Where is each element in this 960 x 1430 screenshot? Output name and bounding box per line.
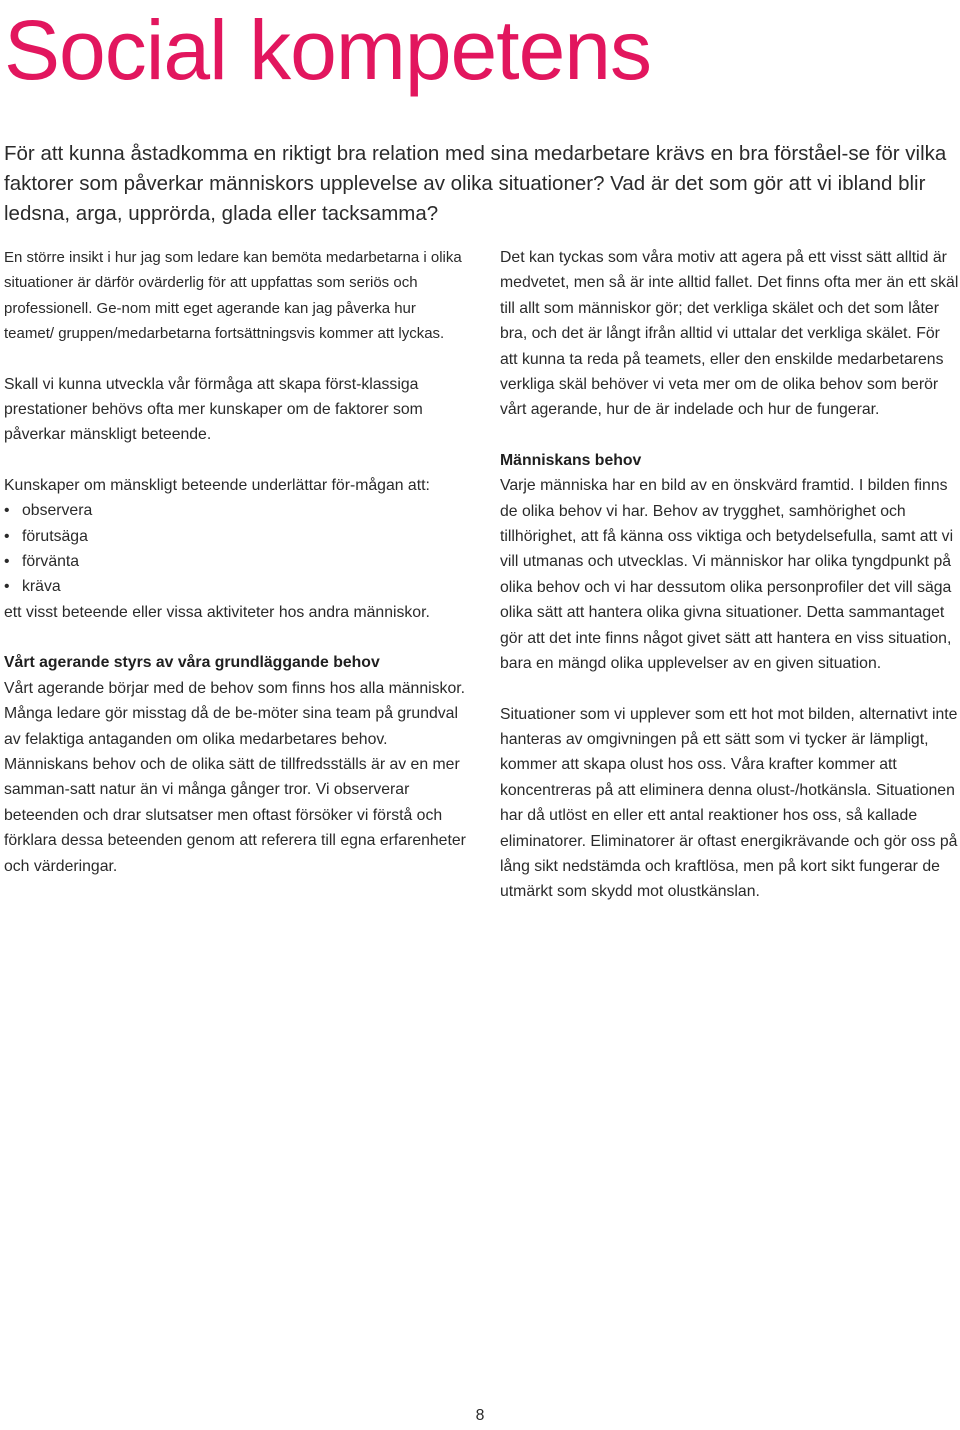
list-item	[4, 549, 466, 574]
bullet-icon: •	[4, 527, 10, 545]
lead-paragraph: För att kunna åstadkomma en riktigt bra relation med sina medarbetare krävs en bra förståel-se för vilka faktorer som påverkar människors upplevelse av olika situationer? Vad är det som gör att vi ibland blir ledsna, arga, upprörda, glada eller tacksamma?	[4, 142, 947, 225]
bullet-icon: •	[4, 502, 10, 520]
list-item-label: förvänta	[22, 553, 80, 571]
list-item	[4, 524, 466, 549]
left-column	[4, 245, 466, 879]
ability-list	[4, 498, 466, 600]
left-paragraph-3-intro: Kunskaper om mänskligt beteende underlättar för-mågan att:	[4, 476, 430, 494]
section-heading-manniskans-behov: Människans behov	[500, 451, 642, 469]
list-item	[4, 498, 466, 523]
list-item-label: kräva	[22, 578, 61, 596]
right-column	[500, 245, 960, 905]
bullet-icon: •	[4, 553, 10, 571]
list-item	[4, 574, 466, 599]
left-paragraph-1: En större insikt i hur jag som ledare kan bemöta medarbetarna i olika situationer är därför ovärderlig för att uppfattas som seriös och professionell. Ge-nom mitt eget agerande kan jag påverka hur teamet/ gruppen/medarbetarna fortsättningsvis kommer att lyckas.	[4, 249, 462, 343]
page-title: Social kompetens	[4, 3, 652, 97]
left-paragraph-3-outro: ett visst beteende eller vissa aktiviteter hos andra människor.	[4, 603, 430, 621]
right-paragraph-2: Varje människa har en bild av en önskvärd framtid. I bilden finns de olika behov vi har. Behov av trygghet, samhörighet och tillhörighet, att få känna oss viktiga och betydelsefulla, samt att vi vill utmanas och utvecklas. Vi människor har olika tyngdpunkt på olika behov och vi har dessutom olika personprofiler det vill säga olika sätt att hantera olika givna situationer. Detta sammantaget gör att det inte finns något givet sätt att hantera en viss situation, bara en mängd olika upplevelser av en given situation.	[500, 477, 954, 673]
list-item-label: observera	[22, 502, 93, 520]
page-number: 8	[475, 1407, 485, 1424]
right-paragraph-3: Situationer som vi upplever som ett hot mot bilden, alternativt inte hanteras av omgivningen på ett sätt som vi tycker är lämpligt, kommer att skapa olust hos oss. Våra krafter kommer att koncentreras på att eliminera denna olust-/hotkänsla. Situationen har då utlöst en eller ett antal reaktioner hos oss, så kallade eliminatorer. Eliminatorer är oftast energikrävande och gör oss på lång sikt nedstämda och kraftlösa, men på kort sikt fungerar de utmärkt som skydd mot olustkänslan.	[500, 705, 958, 901]
section-heading-behov: Vårt agerande styrs av våra grundläggande behov	[4, 654, 380, 672]
list-item-label: förutsäga	[22, 527, 88, 545]
left-paragraph-4: Vårt agerande börjar med de behov som finns hos alla människor. Många ledare gör misstag då de be-möter sina team på grundval av felaktiga antaganden om olika medarbetares behov. Människans behov och de olika sätt de tillfredsställs är av en mer samman-satt natur än vi många gånger tror. Vi observerar beteenden och drar slutsatser men oftast försöker vi förstå och förklara dessa beteenden genom att referera till egna erfarenheter och värderingar.	[4, 679, 466, 875]
bullet-icon: •	[4, 578, 10, 596]
left-paragraph-2: Skall vi kunna utveckla vår förmåga att skapa först-klassiga prestationer behövs ofta mer kunskaper om de faktorer som påverkar mänskligt beteende.	[4, 375, 423, 444]
right-paragraph-1: Det kan tyckas som våra motiv att agera på ett visst sätt alltid är medvetet, men så är inte alltid fallet. Det finns ofta mer än ett skäl till allt som människor gör; det verkliga skälet och det som låter bra, och det är långt ifrån alltid vi uttalar det verkliga skälet. För att kunna ta reda på teamets, eller den enskilde medarbetarens verkliga skäl behöver vi veta mer om de olika behov som berör vårt agerande, hur de är indelade och hur de fungerar.	[500, 249, 959, 419]
